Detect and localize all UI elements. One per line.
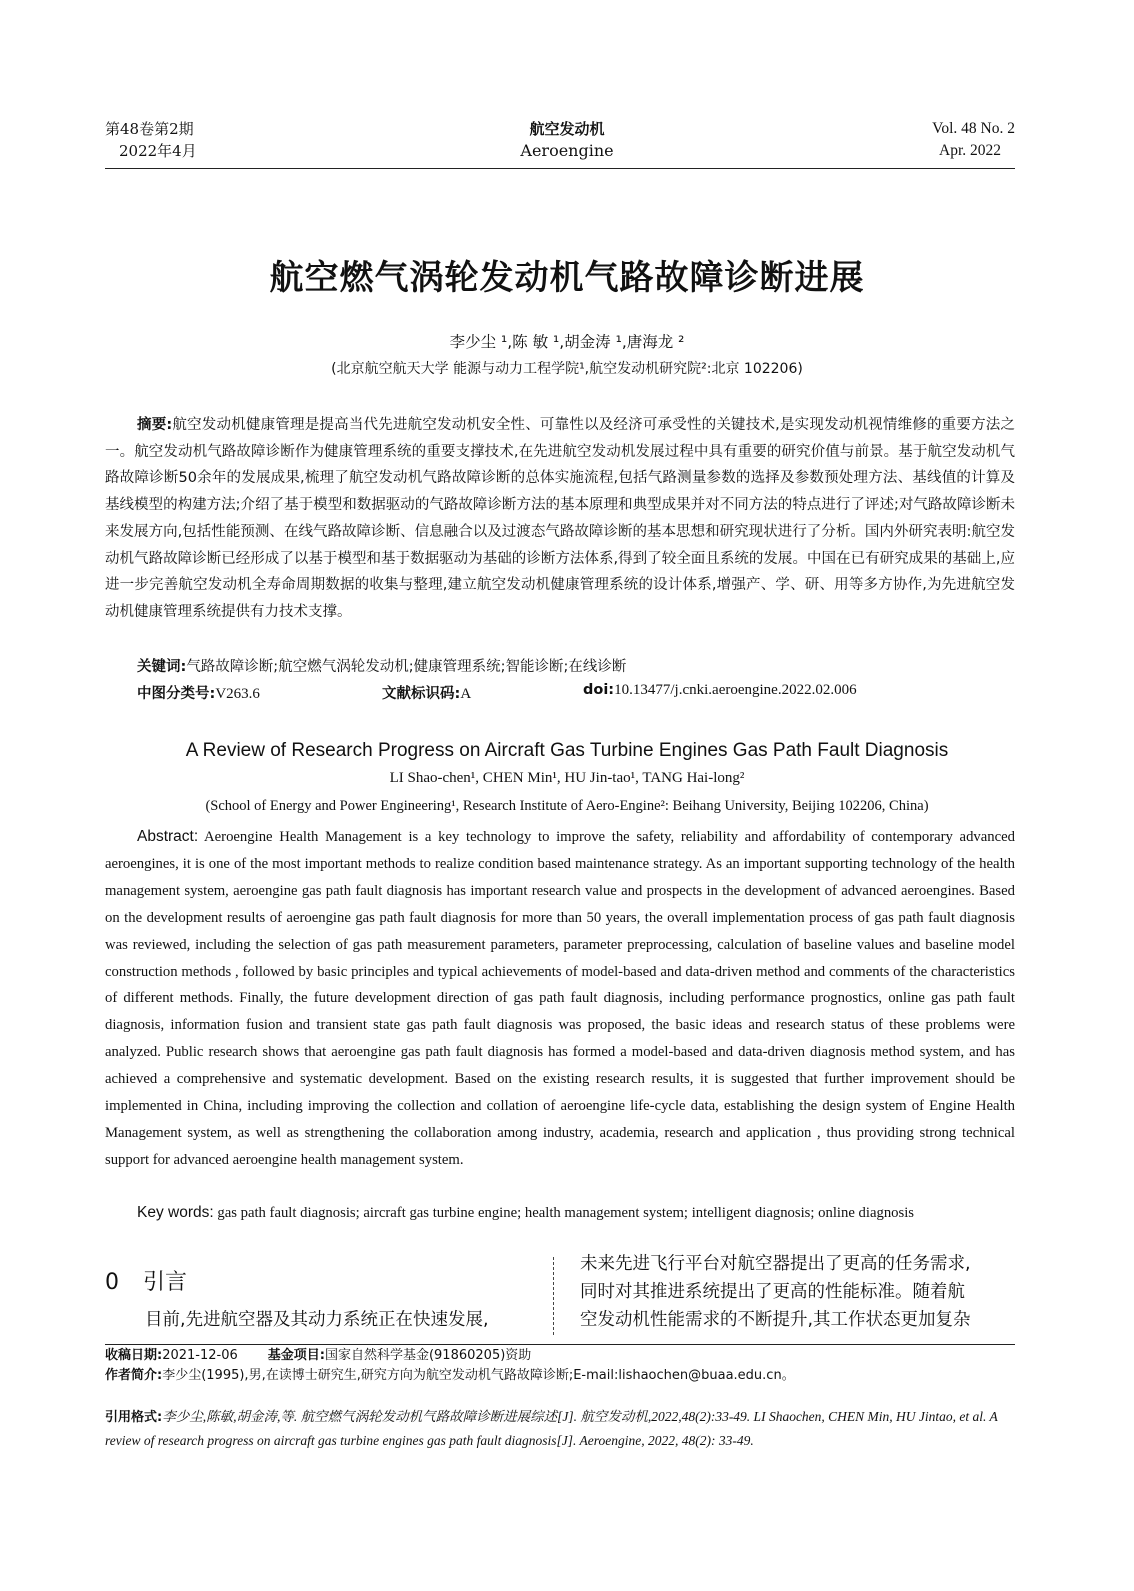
footnote-line-1 [105, 1346, 1015, 1366]
abstract-en-label: Abstract: [137, 828, 199, 845]
keywords-cn-label: 关键词: [137, 659, 187, 675]
authors-cn: 李少尘 ¹,陈 敏 ¹,胡金涛 ¹,唐海龙 ² [449, 333, 685, 351]
author-bio-value: 李少尘(1995),男,在读博士研究生,研究方向为航空发动机气路故障诊断;E-mail:lishaochen@buaa.edu.cn。 [162, 1368, 795, 1383]
doi [583, 682, 857, 699]
keywords-cn-text: 气路故障诊断;航空燃气涡轮发动机;健康管理系统;智能诊断;在线诊断 [186, 659, 627, 675]
clc-value: V263.6 [215, 686, 260, 702]
issue-date: 2022年4月 [119, 142, 197, 160]
column-divider [553, 1257, 554, 1335]
author-bio-label: 作者简介: [105, 1368, 163, 1383]
body-right-column [580, 1250, 1020, 1334]
journal-volume-en [932, 118, 1015, 162]
keywords-en [105, 1200, 1015, 1227]
section-title: 引言 [143, 1270, 188, 1295]
citation-label: 引用格式: [105, 1410, 163, 1425]
header-rule [105, 168, 1015, 169]
section-heading [105, 1265, 187, 1296]
paper-title-cn: 航空燃气涡轮发动机气路故障诊断进展 [269, 258, 865, 298]
keywords-en-text: gas path fault diagnosis; aircraft gas turbine engine; health management system; intelligent diagnosis; online diagnosis [213, 1205, 915, 1221]
clc-label: 中图分类号: [137, 686, 216, 702]
keywords-cn [105, 654, 1015, 681]
citation-text: 李少尘,陈敏,胡金涛,等. 航空燃气涡轮发动机气路故障诊断进展综述[J]. 航空发动机,2022,48(2):33-49. LI Shaochen, CHEN Min, HU Jintao, et al. A review of research progress on aircraft gas turbine engines gas path fault diagnosis[J]. Aeroengine, 2022, 48(2): 33-49. [105, 1409, 998, 1448]
doi-label: doi: [583, 682, 615, 698]
footnote-rule [105, 1344, 1015, 1345]
clc-number [137, 682, 260, 703]
keywords-en-label: Key words: [137, 1204, 214, 1221]
volume-en: Vol. 48 No. 2 [932, 120, 1015, 137]
citation [105, 1405, 1015, 1452]
fund-value: 国家自然科学基金(91860205)资助 [324, 1348, 532, 1363]
doc-code-value: A [460, 686, 472, 702]
received-label: 收稿日期: [105, 1348, 163, 1363]
fund-label: 基金项目: [267, 1348, 325, 1363]
journal-name-cn: 航空发动机 [529, 120, 605, 138]
footnote-line-2 [105, 1366, 1015, 1386]
affiliation-cn: (北京航空航天大学 能源与动力工程学院¹,航空发动机研究院²:北京 102206) [331, 361, 803, 377]
body-right-line: 空发动机性能需求的不断提升,其工作状态更加复杂 [580, 1310, 971, 1330]
section-number: 0 [105, 1270, 119, 1295]
body-right-line: 同时对其推进系统提出了更高的性能标准。随着航 [580, 1282, 965, 1302]
abstract-cn-label: 摘要: [137, 417, 173, 433]
document-code [382, 682, 471, 703]
body-left-column: 目前,先进航空器及其动力系统正在快速发展, [145, 1310, 489, 1330]
abstract-cn-text: 航空发动机健康管理是提高当代先进航空发动机安全性、可靠性以及经济可承受性的关键技术,是实现发动机视情维修的重要方法之一。航空发动机气路故障诊断作为健康管理系统的重要支撑技术,在先进航空发动机发展过程中具有重要的研究价值与前景。基于航空发动机气路故障诊断50余年的发展成果,梳理了航空发动机气路故障诊断的总体实施流程,包括气路测量参数的选择及参数预处理方法、基线值的计算及基线模型的构建方法;介绍了基于模型和数据驱动的气路故障诊断方法的基本原理和典型成果并对不同方法的特点进行了评述;对气路故障诊断未来发展方向,包括性能预测、在线气路故障诊断、信息融合以及过渡态气路故障诊断的基本思想和研究现状进行了分析。国内外研究表明:航空发动机气路故障诊断已经形成了以基于模型和基于数据驱动为基础的诊断方法体系,得到了较全面且系统的发展。中国在已有研究成果的基础上,应进一步完善航空发动机全寿命周期数据的收集与整理,建立航空发动机健康管理系统的设计体系,增强产、学、研、用等多方协作,为先进航空发动机健康管理系统提供有力技术支撑。 [105, 417, 1015, 620]
issue-volume: 第48卷第2期 [105, 120, 194, 138]
paper-title-en: A Review of Research Progress on Aircraft Gas Turbine Engines Gas Path Fault Diagnosis [185, 740, 949, 761]
journal-name-en: Aeroengine [520, 141, 614, 160]
abstract-cn [105, 412, 1015, 626]
abstract-en-text: Aeroengine Health Management is a key technology to improve the safety, reliability and affordability of contemporary advanced aeroengines, it is one of the most important methods to realize condition based maintenance strategy. As an important supporting technology of the health management system, aeroengine gas path fault diagnosis has important research value and prospects in the development of advanced aeroengines. Based on the development results of aeroengine gas path fault diagnosis for more than 50 years, the overall implementation process of gas path fault diagnosis was reviewed, including the selection of gas path measurement parameters, parameter preprocessing, calculation of baseline values and baseline model construction methods , followed by basic principles and typical achievements of model-based and data-driven method and comments of the characteristics of different methods. Finally, the future development direction of gas path fault diagnosis, including performance prognostics, online gas path fault diagnosis, information fusion and transient state gas path fault diagnosis was proposed, the basic ideas and research status of these problems were analyzed. Public research shows that aeroengine gas path fault diagnosis has formed a model-based and data-driven diagnosis method system, and has achieved a comprehensive and systematic development. Based on the existing research results, it is suggested that further improvement should be implemented in China, including improving the collection and collation of aeroengine life-cycle data, establishing the design system of Engine Health Management system, as well as strengthening the collaboration among industry, academia, research and application , thus providing strong technical support for advanced aeroengine health management system. [105, 829, 1015, 1168]
affiliation-en: (School of Energy and Power Engineering¹, Research Institute of Aero-Engine²: Beihang University, Beijing 102206, China) [205, 798, 929, 814]
body-right-line: 未来先进飞行平台对航空器提出了更高的任务需求, [580, 1254, 971, 1274]
footnote [105, 1346, 1015, 1386]
doi-value: 10.13477/j.cnki.aeroengine.2022.02.006 [614, 682, 857, 698]
doc-code-label: 文献标识码: [382, 686, 461, 702]
received-value: 2021-12-06 [162, 1348, 238, 1363]
authors-en: LI Shao-chen¹, CHEN Min¹, HU Jin-tao¹, TANG Hai-long² [389, 770, 745, 786]
date-en: Apr. 2022 [939, 142, 1001, 159]
abstract-en [105, 824, 1015, 1174]
